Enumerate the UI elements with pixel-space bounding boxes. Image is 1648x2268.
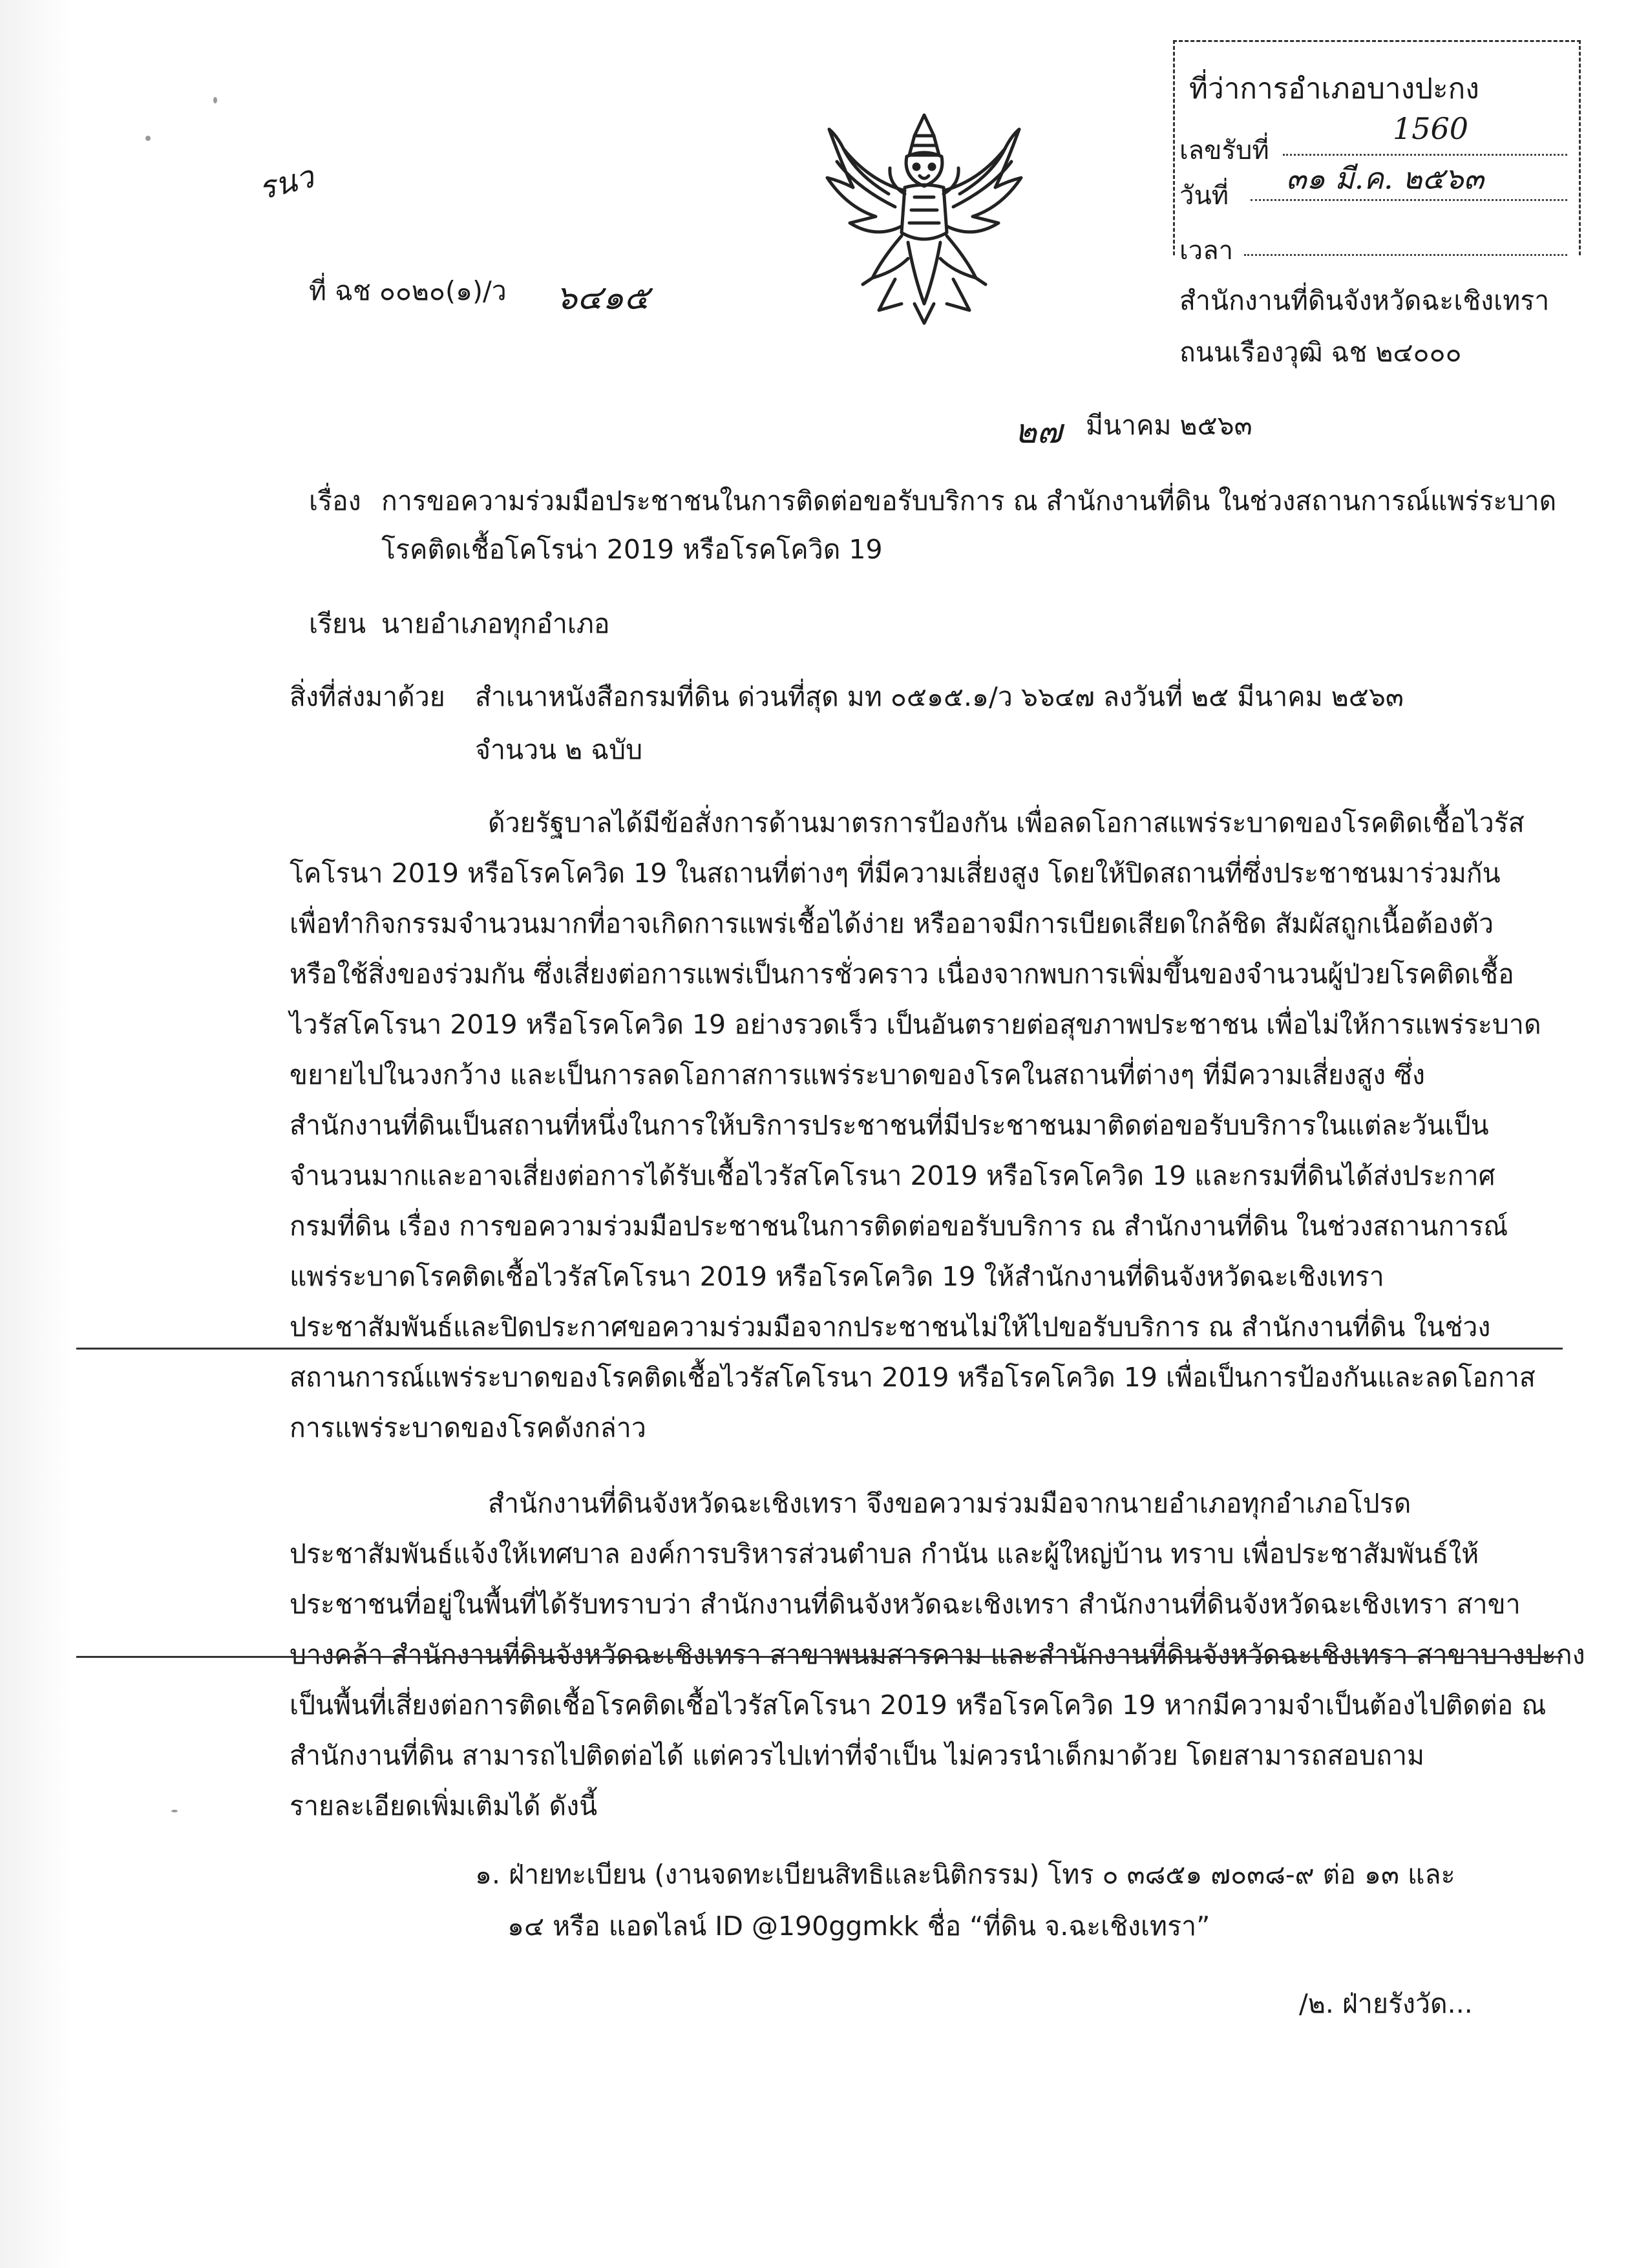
- body-line: กรมที่ดิน เรื่อง การขอความร่วมมือประชาชนในการติดต่อขอรับบริการ ณ สำนักงานที่ดิน ในช่วงสถานการณ์: [290, 1211, 1508, 1242]
- enclosure-line: สำเนาหนังสือกรมที่ดิน ด่วนที่สุด มท ๐๕๑๕.๑/ว ๖๖๔๗ ลงวันที่ ๒๕ มีนาคม ๒๕๖๓: [475, 681, 1404, 712]
- body-line: บางคล้า สำนักงานที่ดินจังหวัดฉะเชิงเทรา สาขาพนมสารคาม และสำนักงานที่ดินจังหวัดฉะเชิงเทรา สาขาบางปะกง: [290, 1639, 1585, 1670]
- scan-speck: [145, 136, 151, 141]
- enclosure-line: จำนวน ๒ ฉบับ: [475, 734, 643, 765]
- body-line: โคโรนา 2019 หรือโรคโควิด 19 ในสถานที่ต่างๆ ที่มีความเสี่ยงสูง โดยให้ปิดสถานที่ซึ่งประชาชนมาร่วมกัน: [290, 858, 1501, 889]
- scan-speck: [171, 1810, 178, 1812]
- body-line: เป็นพื้นที่เสี่ยงต่อการติดเชื้อโรคติดเชื้อไวรัสโคโรนา 2019 หรือโรคโควิด 19 หากมีความจำเป็นต้องไปติดต่อ ณ: [290, 1690, 1547, 1721]
- body-line: ประชาสัมพันธ์และปิดประกาศขอความร่วมมือจากประชาชนไม่ให้ไปขอรับบริการ ณ สำนักงานที่ดิน ในช่วง: [290, 1311, 1491, 1342]
- sender-address: ถนนเรืองวุฒิ ฉช ๒๔๐๐๐: [1179, 337, 1462, 368]
- body-line: สำนักงานที่ดินเป็นสถานที่หนึ่งในการให้บริการประชาชนที่มีประชาชนมาติดต่อขอรับบริการในแต่ละวันเป็น: [290, 1110, 1489, 1141]
- stamp-time-label: เวลา: [1179, 236, 1234, 266]
- to-label: เรียน: [309, 608, 366, 639]
- subject-line: การขอความร่วมมือประชาชนในการติดต่อขอรับบริการ ณ สำนักงานที่ดิน ในช่วงสถานการณ์แพร่ระบาด: [381, 485, 1557, 516]
- scan-edge-shadow: [0, 0, 72, 2268]
- scan-speck: [213, 97, 217, 103]
- body-line: ด้วยรัฐบาลได้มีข้อสั่งการด้านมาตรการป้องกัน เพื่อลดโอกาสแพร่ระบาดของโรคติดเชื้อไวรัส: [488, 807, 1525, 838]
- doc-number-label: ที่ ฉช ๐๐๒๐(๑)/ว: [309, 275, 507, 306]
- body-line: รายละเอียดเพิ่มเติมได้ ดังนี้: [290, 1790, 598, 1821]
- enclosure-label: สิ่งที่ส่งมาด้วย: [290, 681, 445, 712]
- garuda-emblem-icon: [818, 110, 1031, 330]
- continuation-note: /๒. ฝ่ายรังวัด...: [1299, 1988, 1473, 2019]
- stamp-time-dotline: [1244, 254, 1567, 256]
- body-line: สถานการณ์แพร่ระบาดของโรคติดเชื้อไวรัสโคโรนา 2019 หรือโรคโควิด 19 เพื่อเป็นการป้องกันและลดโอกาส: [290, 1362, 1536, 1393]
- body-line: การแพร่ระบาดของโรคดังกล่าว: [290, 1412, 646, 1443]
- body-line: ไวรัสโคโรนา 2019 หรือโรคโควิด 19 อย่างรวดเร็ว เป็นอันตรายต่อสุขภาพประชาชน เพื่อไม่ให้การแพร่ระบาด: [290, 1009, 1541, 1040]
- stamp-date-label: วันที่: [1179, 181, 1229, 211]
- subject-label: เรื่อง: [309, 485, 361, 516]
- doc-number-value: ๖๔๑๕: [556, 279, 650, 317]
- subject-line: โรคติดเชื้อโคโรน่า 2019 หรือโรคโควิด 19: [381, 534, 883, 565]
- body-line: จำนวนมากและอาจเสี่ยงต่อการได้รับเชื้อไวรัสโคโรนา 2019 หรือโรคโควิด 19 และกรมที่ดินได้ส่งประกาศ: [290, 1160, 1495, 1191]
- body-line: หรือใช้สิ่งของร่วมกัน ซึ่งเสี่ยงต่อการแพร่เป็นการชั่วคราว เนื่องจากพบการเพิ่มขึ้นของจำนวนผู้ป่วยโรคติดเชื้อ: [290, 959, 1514, 990]
- scan-fold-line: [76, 1348, 1563, 1350]
- list-item-line: ๑. ฝ่ายทะเบียน (งานจดทะเบียนสิทธิและนิติกรรม) โทร ๐ ๓๘๕๑ ๗๐๓๘-๙ ต่อ ๑๓ และ: [475, 1859, 1455, 1890]
- sender-office: สำนักงานที่ดินจังหวัดฉะเชิงเทรา: [1179, 285, 1550, 316]
- stamp-receipt-number: 1560: [1393, 111, 1469, 146]
- body-line: สำนักงานที่ดินจังหวัดฉะเชิงเทรา จึงขอความร่วมมือจากนายอำเภอทุกอำเภอโปรด: [488, 1488, 1411, 1519]
- stamp-office: ที่ว่าการอำเภอบางปะกง: [1189, 72, 1479, 105]
- body-line: แพร่ระบาดโรคติดเชื้อไวรัสโคโรนา 2019 หรือโรคโควิด 19 ให้สำนักงานที่ดินจังหวัดฉะเชิงเทรา: [290, 1261, 1384, 1292]
- margin-handwritten-note: รนว: [255, 158, 318, 207]
- body-line: สำนักงานที่ดิน สามารถไปติดต่อได้ แต่ควรไปเท่าที่จำเป็น ไม่ควรนำเด็กมาด้วย โดยสามารถสอบถาม: [290, 1740, 1424, 1771]
- scan-fold-line: [76, 1656, 1563, 1658]
- body-line: ขยายไปในวงกว้าง และเป็นการลดโอกาสการแพร่ระบาดของโรคในสถานที่ต่างๆ ที่มีความเสี่ยงสูง ซึ่ง: [290, 1059, 1425, 1090]
- body-line: ประชาชนที่อยู่ในพื้นที่ได้รับทราบว่า สำนักงานที่ดินจังหวัดฉะเชิงเทรา สำนักงานที่ดินจังหวัดฉะเชิงเทรา สาขา: [290, 1589, 1521, 1620]
- body-line: เพื่อทำกิจกรรมจำนวนมากที่อาจเกิดการแพร่เชื้อได้ง่าย หรืออาจมีการเบียดเสียดใกล้ชิด สัมผัสถูกเนื้อต้องตัว: [290, 908, 1494, 939]
- to-value: นายอำเภอทุกอำเภอ: [381, 608, 610, 639]
- stamp-receipt-label: เลขรับที่: [1179, 136, 1269, 165]
- date-month-year: มีนาคม ๒๕๖๓: [1086, 410, 1252, 441]
- date-day: ๒๗: [1015, 412, 1062, 451]
- list-item-line: ๑๔ หรือ แอดไลน์ ID @190ggmkk ชื่อ “ที่ดิน จ.ฉะเชิงเทรา”: [507, 1911, 1210, 1942]
- stamp-date-value: ๓๑ มี.ค. ๒๕๖๓: [1286, 161, 1484, 196]
- body-line: ประชาสัมพันธ์แจ้งให้เทศบาล องค์การบริหารส่วนตำบล กำนัน และผู้ใหญ่บ้าน ทราบ เพื่อประชาสัมพันธ์ให้: [290, 1538, 1479, 1569]
